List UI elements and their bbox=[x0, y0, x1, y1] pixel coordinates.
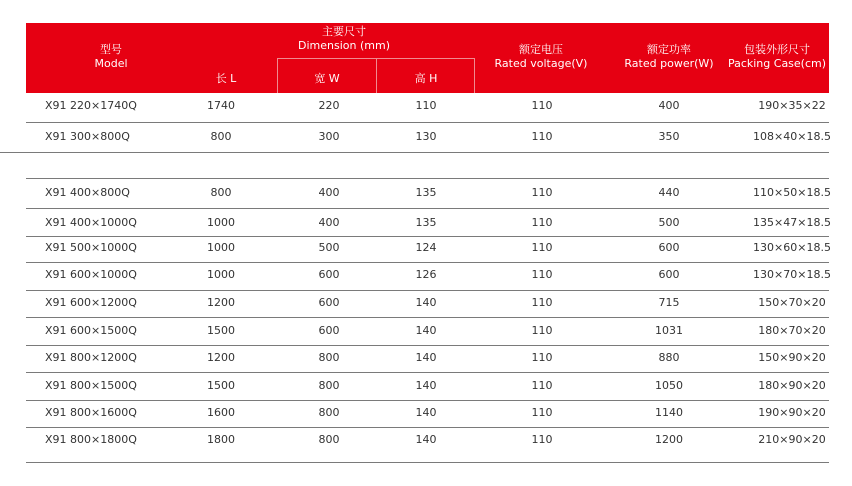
row-divider bbox=[26, 462, 829, 463]
height-cell: 140 bbox=[415, 433, 437, 446]
width-cell: 220 bbox=[318, 99, 340, 112]
height-cell: 140 bbox=[415, 324, 437, 337]
height-header: 高 H bbox=[414, 72, 438, 85]
row-divider bbox=[26, 208, 829, 209]
height-cell: 110 bbox=[415, 99, 437, 112]
height-cell: 140 bbox=[415, 379, 437, 392]
voltage-cell: 110 bbox=[531, 324, 553, 337]
voltage-cell: 110 bbox=[531, 379, 553, 392]
table-row bbox=[26, 373, 829, 399]
packing-cell: 110×50×18.5 bbox=[753, 186, 831, 199]
table-row bbox=[26, 235, 829, 261]
model-cell: X91 300×800Q bbox=[45, 130, 130, 143]
packing-cell: 190×35×22 bbox=[758, 99, 826, 112]
length-cell: 800 bbox=[210, 130, 232, 143]
voltage-header-cn: 额定电压 bbox=[519, 43, 563, 56]
model-header-en: Model bbox=[94, 57, 128, 70]
header-divider bbox=[277, 58, 278, 93]
height-cell: 135 bbox=[415, 186, 437, 199]
power-cell: 1031 bbox=[655, 324, 683, 337]
header-divider bbox=[277, 58, 474, 59]
voltage-header-en: Rated voltage(V) bbox=[494, 57, 588, 70]
table-header bbox=[26, 23, 829, 93]
length-cell: 1500 bbox=[207, 324, 235, 337]
dimension-header bbox=[214, 25, 474, 53]
height-cell: 124 bbox=[415, 241, 437, 254]
table-row bbox=[26, 210, 829, 236]
power-cell: 1050 bbox=[655, 379, 683, 392]
packing-cell: 150×90×20 bbox=[758, 351, 826, 364]
dimension-header-cn: 主要尺寸 bbox=[322, 25, 366, 38]
length-cell: 1500 bbox=[207, 379, 235, 392]
voltage-cell: 110 bbox=[531, 186, 553, 199]
height-cell: 140 bbox=[415, 351, 437, 364]
row-divider bbox=[0, 152, 829, 153]
packing-header-cn: 包装外形尺寸 bbox=[744, 43, 810, 56]
power-cell: 715 bbox=[658, 296, 680, 309]
width-cell: 400 bbox=[318, 186, 340, 199]
voltage-cell: 110 bbox=[531, 351, 553, 364]
voltage-cell: 110 bbox=[531, 296, 553, 309]
dimension-header-en: Dimension (mm) bbox=[298, 39, 390, 52]
model-cell: X91 400×800Q bbox=[45, 186, 130, 199]
width-cell: 800 bbox=[318, 351, 340, 364]
power-cell: 600 bbox=[658, 268, 680, 281]
length-cell: 1000 bbox=[207, 216, 235, 229]
model-cell: X91 800×1800Q bbox=[45, 433, 137, 446]
width-cell: 800 bbox=[318, 379, 340, 392]
packing-cell: 130×60×18.5 bbox=[753, 241, 831, 254]
power-cell: 600 bbox=[658, 241, 680, 254]
width-cell: 400 bbox=[318, 216, 340, 229]
model-cell: X91 800×1200Q bbox=[45, 351, 137, 364]
table-row bbox=[26, 180, 829, 206]
table-row bbox=[26, 318, 829, 344]
width-cell: 600 bbox=[318, 324, 340, 337]
packing-cell: 135×47×18.5 bbox=[753, 216, 831, 229]
voltage-cell: 110 bbox=[531, 433, 553, 446]
model-cell: X91 500×1000Q bbox=[45, 241, 137, 254]
power-cell: 350 bbox=[658, 130, 680, 143]
voltage-cell: 110 bbox=[531, 268, 553, 281]
length-cell: 1000 bbox=[207, 241, 235, 254]
voltage-cell: 110 bbox=[531, 406, 553, 419]
table-row bbox=[26, 345, 829, 371]
packing-cell: 150×70×20 bbox=[758, 296, 826, 309]
power-cell: 440 bbox=[658, 186, 680, 199]
model-header-cn: 型号 bbox=[100, 43, 122, 56]
width-cell: 600 bbox=[318, 296, 340, 309]
model-cell: X91 600×1000Q bbox=[45, 268, 137, 281]
power-header-cn: 额定功率 bbox=[647, 43, 691, 56]
model-cell: X91 600×1500Q bbox=[45, 324, 137, 337]
length-header: 长 L bbox=[215, 72, 237, 85]
length-cell: 800 bbox=[210, 186, 232, 199]
power-cell: 500 bbox=[658, 216, 680, 229]
model-cell: X91 400×1000Q bbox=[45, 216, 137, 229]
height-cell: 126 bbox=[415, 268, 437, 281]
power-cell: 400 bbox=[658, 99, 680, 112]
table-row bbox=[26, 262, 829, 288]
width-cell: 800 bbox=[318, 433, 340, 446]
width-cell: 500 bbox=[318, 241, 340, 254]
length-cell: 1740 bbox=[207, 99, 235, 112]
power-cell: 880 bbox=[658, 351, 680, 364]
power-cell: 1140 bbox=[655, 406, 683, 419]
packing-cell: 130×70×18.5 bbox=[753, 268, 831, 281]
model-header bbox=[26, 43, 196, 71]
model-cell: X91 220×1740Q bbox=[45, 99, 137, 112]
model-cell: X91 800×1500Q bbox=[45, 379, 137, 392]
width-cell: 600 bbox=[318, 268, 340, 281]
table-row bbox=[26, 400, 829, 426]
table-row bbox=[26, 290, 829, 316]
packing-cell: 180×90×20 bbox=[758, 379, 826, 392]
row-divider bbox=[26, 178, 829, 179]
length-cell: 1600 bbox=[207, 406, 235, 419]
packing-cell: 180×70×20 bbox=[758, 324, 826, 337]
model-cell: X91 800×1600Q bbox=[45, 406, 137, 419]
power-cell: 1200 bbox=[655, 433, 683, 446]
table-row bbox=[26, 93, 829, 119]
height-cell: 130 bbox=[415, 130, 437, 143]
voltage-cell: 110 bbox=[531, 99, 553, 112]
voltage-cell: 110 bbox=[531, 241, 553, 254]
height-cell: 135 bbox=[415, 216, 437, 229]
width-cell: 800 bbox=[318, 406, 340, 419]
voltage-cell: 110 bbox=[531, 130, 553, 143]
voltage-cell: 110 bbox=[531, 216, 553, 229]
packing-header-en: Packing Case(cm) bbox=[727, 57, 827, 70]
length-cell: 1800 bbox=[207, 433, 235, 446]
power-header-en: Rated power(W) bbox=[624, 57, 714, 70]
model-cell: X91 600×1200Q bbox=[45, 296, 137, 309]
table-row bbox=[26, 427, 829, 453]
length-cell: 1000 bbox=[207, 268, 235, 281]
packing-cell: 210×90×20 bbox=[758, 433, 826, 446]
packing-cell: 190×90×20 bbox=[758, 406, 826, 419]
packing-cell: 108×40×18.5 bbox=[753, 130, 831, 143]
length-cell: 1200 bbox=[207, 296, 235, 309]
length-cell: 1200 bbox=[207, 351, 235, 364]
width-cell: 300 bbox=[318, 130, 340, 143]
height-cell: 140 bbox=[415, 296, 437, 309]
header-divider bbox=[376, 58, 377, 93]
width-header: 宽 W bbox=[314, 72, 340, 85]
row-divider bbox=[26, 122, 829, 123]
packing-header bbox=[712, 43, 842, 71]
height-cell: 140 bbox=[415, 406, 437, 419]
table-row bbox=[26, 124, 829, 150]
